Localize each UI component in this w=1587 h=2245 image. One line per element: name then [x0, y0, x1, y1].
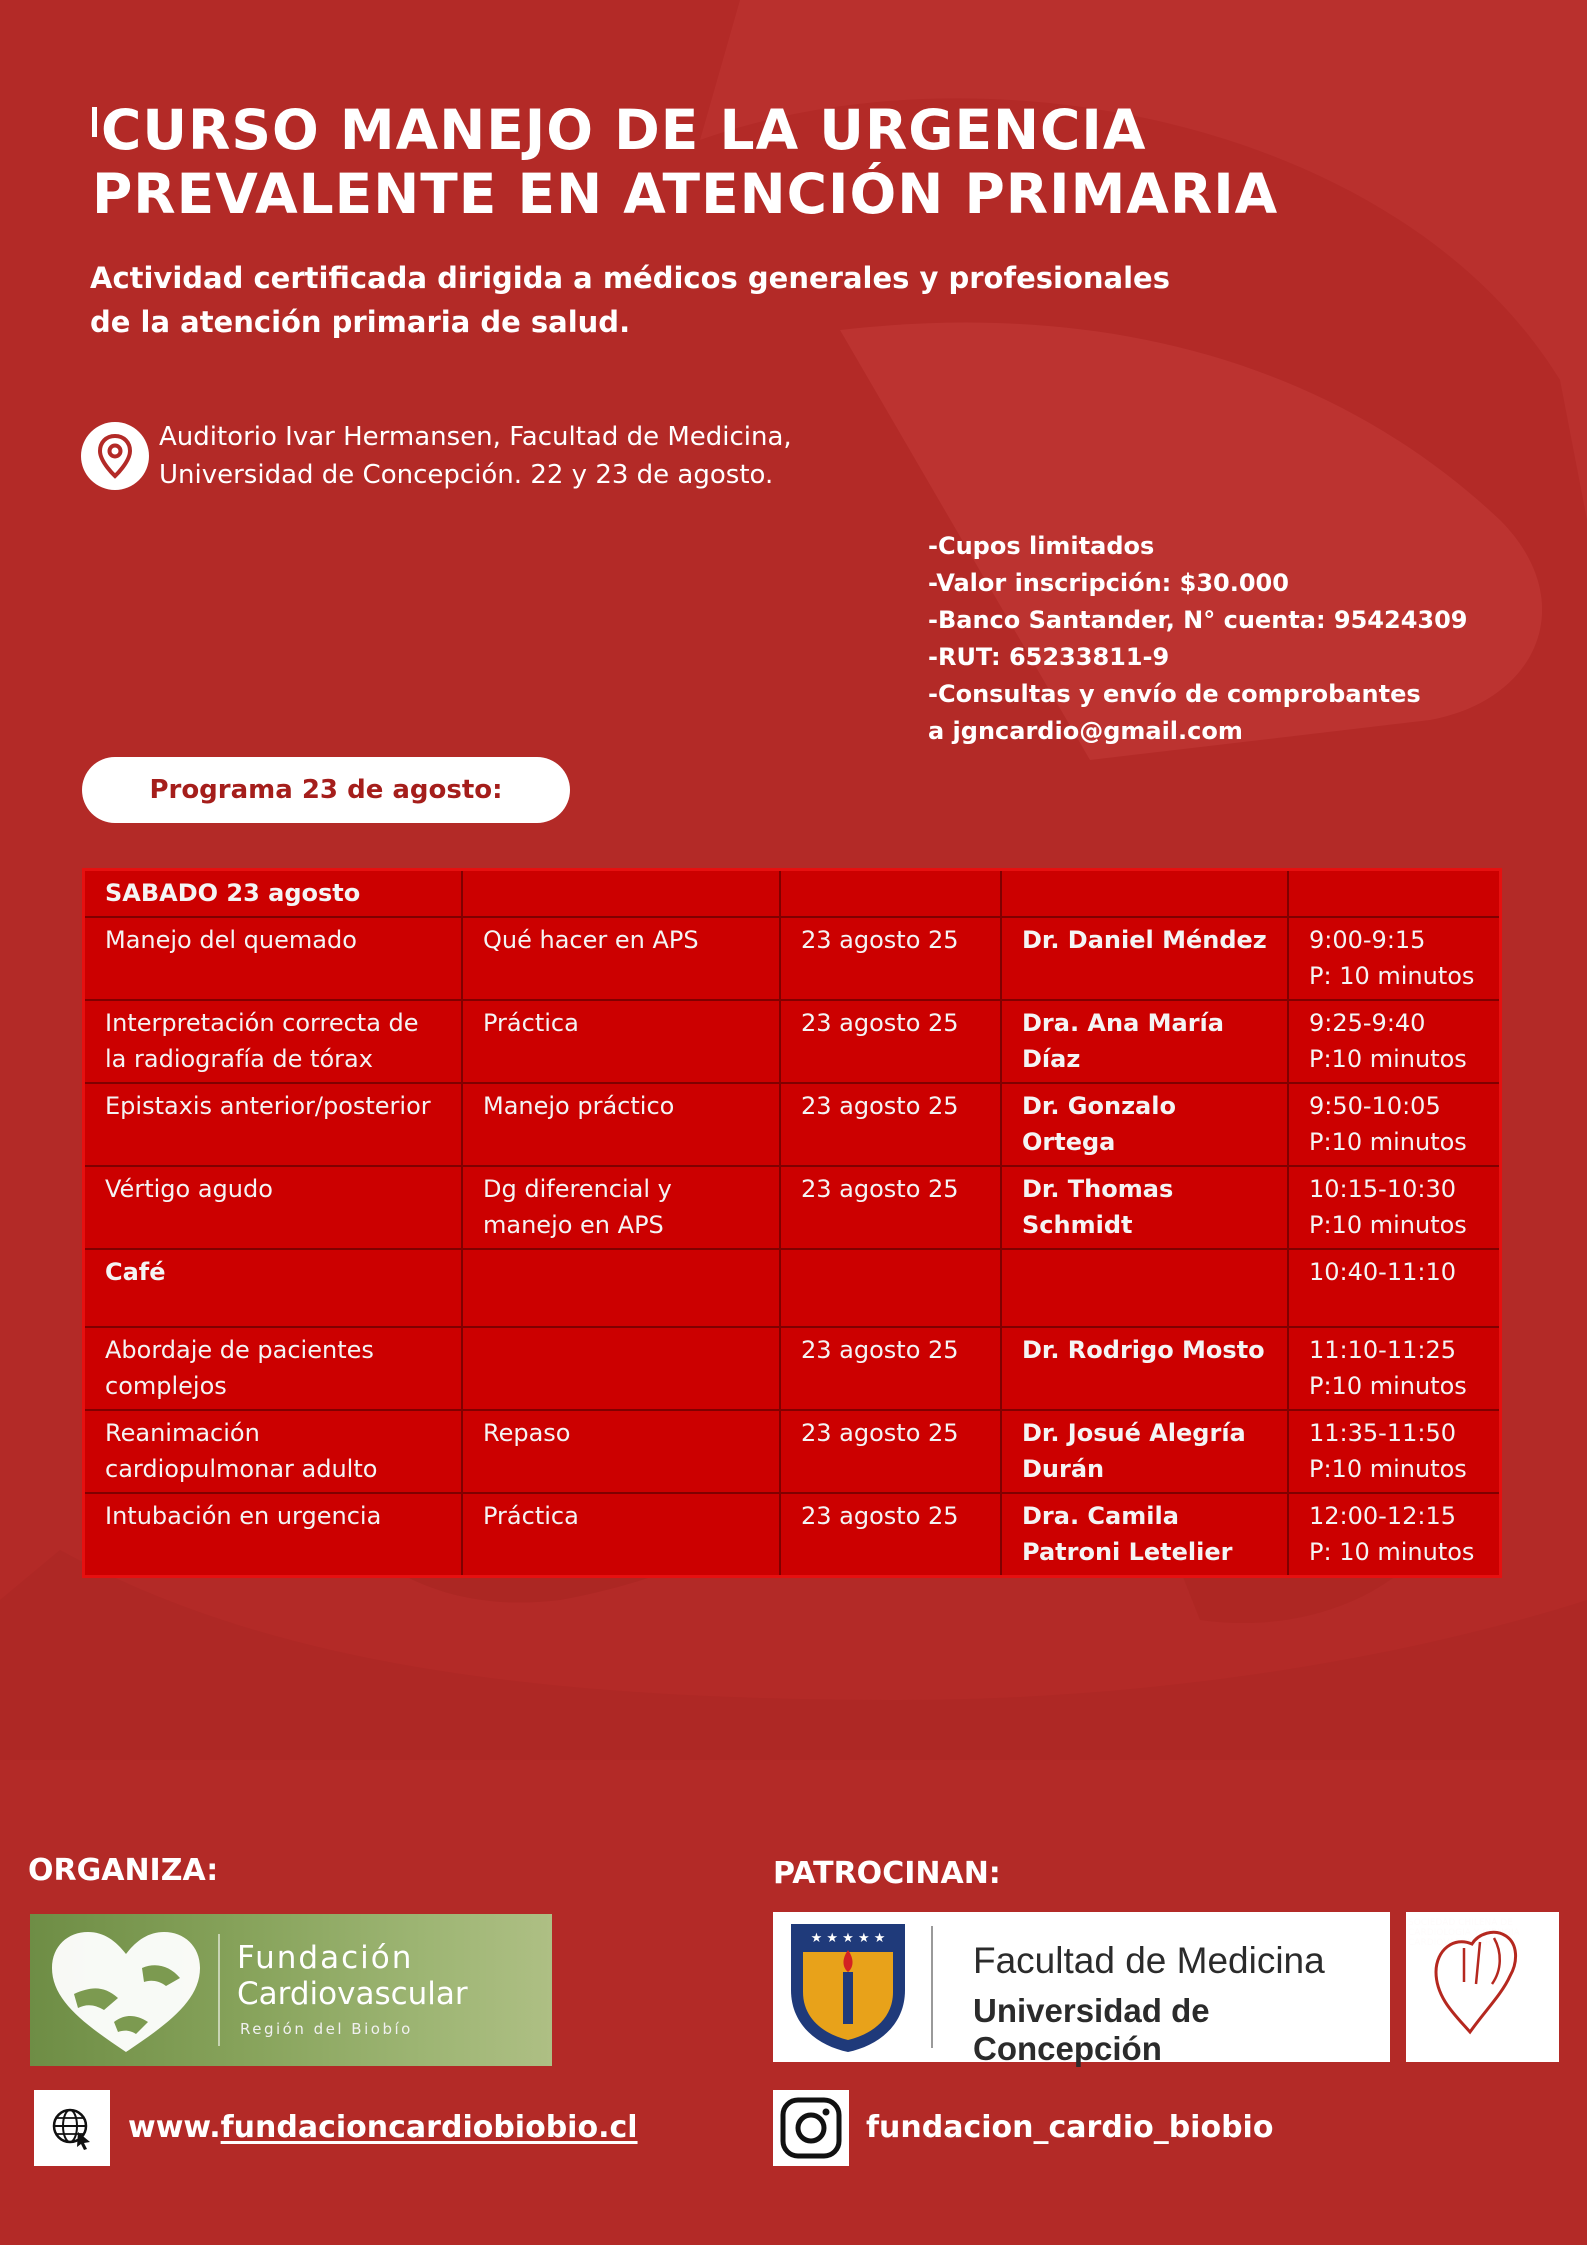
schedule-table: [82, 868, 1502, 1578]
session-time: [1288, 1166, 1501, 1249]
title-line-2: PREVALENTE EN ATENCIÓN PRIMARIA: [92, 162, 1279, 226]
questions-time: P: 10 minutos: [1309, 962, 1475, 990]
session-time: [1288, 1410, 1501, 1493]
location-line-1: Auditorio Ivar Hermansen, Facultad de Medicina,: [159, 422, 792, 452]
fundacion-name-line-1: Fundación: [237, 1940, 414, 1976]
session-speaker: Dr. Daniel Méndez: [1001, 917, 1288, 1000]
time-range: 9:25-9:40: [1309, 1009, 1426, 1037]
title-cursor-mark: [92, 107, 97, 137]
time-range: 9:00-9:15: [1309, 926, 1426, 954]
sochicar-logo: [1406, 1912, 1559, 2062]
schedule-header-row: [84, 870, 1501, 918]
udec-faculty-name: Facultad de Medicina: [973, 1940, 1325, 1981]
session-time: [1288, 917, 1501, 1000]
registration-info: [928, 528, 1488, 750]
session-topic: Epistaxis anterior/posterior: [84, 1083, 463, 1166]
session-type: Repaso: [462, 1410, 780, 1493]
session-topic: Abordaje de pacientes complejos: [84, 1327, 463, 1410]
questions-time: P:10 minutos: [1309, 1455, 1467, 1483]
course-title: [92, 98, 1512, 226]
website-prefix: www.: [128, 2110, 221, 2145]
table-row: [84, 1410, 1501, 1493]
time-range: 11:35-11:50: [1309, 1419, 1456, 1447]
event-location: [159, 418, 919, 494]
table-cell: [1001, 870, 1288, 918]
session-type: [462, 1327, 780, 1410]
session-topic: Café: [84, 1249, 463, 1327]
sochicar-text: [1408, 1918, 1548, 1948]
table-row: [84, 1000, 1501, 1083]
session-type: Práctica: [462, 1493, 780, 1577]
info-line: -Consultas y envío de comprobantes: [928, 680, 1421, 708]
fundacion-cardiovascular-logo: [30, 1914, 552, 2066]
logo-divider: [931, 1926, 933, 2048]
svg-text:★ ★ ★ ★ ★: ★ ★ ★ ★ ★: [810, 1931, 886, 1946]
questions-time: P:10 minutos: [1309, 1372, 1467, 1400]
session-speaker: [1001, 1249, 1288, 1327]
session-topic: Interpretación correcta de la radiografía de tórax: [84, 1000, 463, 1083]
program-date-pill: [82, 757, 570, 823]
session-date: 23 agosto 25: [780, 917, 1001, 1000]
udec-medicine-logo: [773, 1912, 1390, 2067]
website-domain[interactable]: fundacioncardiobiobio.cl: [220, 2110, 638, 2145]
session-date: 23 agosto 25: [780, 1166, 1001, 1249]
questions-time: P:10 minutos: [1309, 1128, 1467, 1156]
patrocinan-label: PATROCINAN:: [773, 1856, 1001, 1891]
session-date: 23 agosto 25: [780, 1000, 1001, 1083]
session-time: [1288, 1083, 1501, 1166]
instagram-handle[interactable]: fundacion_cardio_biobio: [866, 2110, 1274, 2145]
session-type: Práctica: [462, 1000, 780, 1083]
questions-time: P: 10 minutos: [1309, 1538, 1475, 1566]
program-date-label: Programa 23 de agosto:: [149, 775, 503, 805]
location-line-2: Universidad de Concepción. 22 y 23 de agosto.: [159, 460, 774, 490]
website-link[interactable]: [128, 2110, 638, 2145]
location-pin-icon: [80, 421, 150, 491]
time-range: 10:40-11:10: [1309, 1258, 1456, 1286]
session-topic: Intubación en urgencia: [84, 1493, 463, 1577]
web-icon-box: [34, 2090, 110, 2166]
schedule-day-header: SABADO 23 agosto: [84, 870, 463, 918]
instagram-icon-box: [773, 2090, 849, 2166]
title-line-1: CURSO MANEJO DE LA URGENCIA: [101, 98, 1147, 162]
table-cell: [462, 870, 780, 918]
session-type: Dg diferencial y manejo en APS: [462, 1166, 780, 1249]
session-topic: Manejo del quemado: [84, 917, 463, 1000]
info-line: -Valor inscripción: $30.000: [928, 569, 1289, 597]
session-speaker: Dr. Thomas Schmidt: [1001, 1166, 1288, 1249]
info-line: -Cupos limitados: [928, 532, 1155, 560]
table-row: [84, 1083, 1501, 1166]
questions-time: P:10 minutos: [1309, 1045, 1467, 1073]
heart-hands-icon: [44, 1924, 208, 2058]
table-row: [84, 1327, 1501, 1410]
time-range: 10:15-10:30: [1309, 1175, 1456, 1203]
session-speaker: Dr. Rodrigo Mosto: [1001, 1327, 1288, 1410]
session-type: Qué hacer en APS: [462, 917, 780, 1000]
logo-divider: [218, 1934, 220, 2046]
table-cell: [1288, 870, 1501, 918]
fundacion-name: [237, 1940, 468, 2012]
session-date: 23 agosto 25: [780, 1493, 1001, 1577]
subtitle-line-2: de la atención primaria de salud.: [90, 305, 631, 339]
table-row: [84, 1493, 1501, 1577]
info-line: -RUT: 65233811-9: [928, 643, 1170, 671]
session-type: [462, 1249, 780, 1327]
subtitle-line-1: Actividad certificada dirigida a médicos generales y profesionales: [90, 261, 1170, 295]
session-time: [1288, 1493, 1501, 1577]
fundacion-name-line-2: Cardiovascular: [237, 1976, 468, 2012]
table-row: [84, 917, 1501, 1000]
globe-icon: [34, 2090, 110, 2166]
session-speaker: Dra. Ana María Díaz: [1001, 1000, 1288, 1083]
time-range: 11:10-11:25: [1309, 1336, 1456, 1364]
session-topic: Reanimación cardiopulmonar adulto: [84, 1410, 463, 1493]
questions-time: P:10 minutos: [1309, 1211, 1467, 1239]
session-time: [1288, 1327, 1501, 1410]
session-date: [780, 1249, 1001, 1327]
session-topic: Vértigo agudo: [84, 1166, 463, 1249]
course-subtitle: [90, 256, 1240, 344]
session-time: [1288, 1000, 1501, 1083]
organiza-label: ORGANIZA:: [28, 1853, 219, 1888]
table-row-break: [84, 1249, 1501, 1327]
table-cell: [780, 870, 1001, 918]
udec-university-name: Universidad de Concepción: [973, 1992, 1210, 2067]
session-time: [1288, 1249, 1501, 1327]
info-line: -Banco Santander, N° cuenta: 95424309: [928, 606, 1468, 634]
info-line-email: a jgncardio@gmail.com: [928, 717, 1243, 745]
session-date: 23 agosto 25: [780, 1083, 1001, 1166]
udec-shield-icon: [787, 1920, 909, 2054]
session-date: 23 agosto 25: [780, 1327, 1001, 1410]
time-range: 12:00-12:15: [1309, 1502, 1456, 1530]
instagram-icon: [773, 2090, 849, 2166]
time-range: 9:50-10:05: [1309, 1092, 1441, 1120]
session-speaker: Dra. Camila Patroni Letelier: [1001, 1493, 1288, 1577]
session-speaker: Dr. Gonzalo Ortega: [1001, 1083, 1288, 1166]
session-type: Manejo práctico: [462, 1083, 780, 1166]
fundacion-region: Región del Biobío: [240, 2020, 413, 2038]
session-date: 23 agosto 25: [780, 1410, 1001, 1493]
session-speaker: Dr. Josué Alegría Durán: [1001, 1410, 1288, 1493]
table-row: [84, 1166, 1501, 1249]
